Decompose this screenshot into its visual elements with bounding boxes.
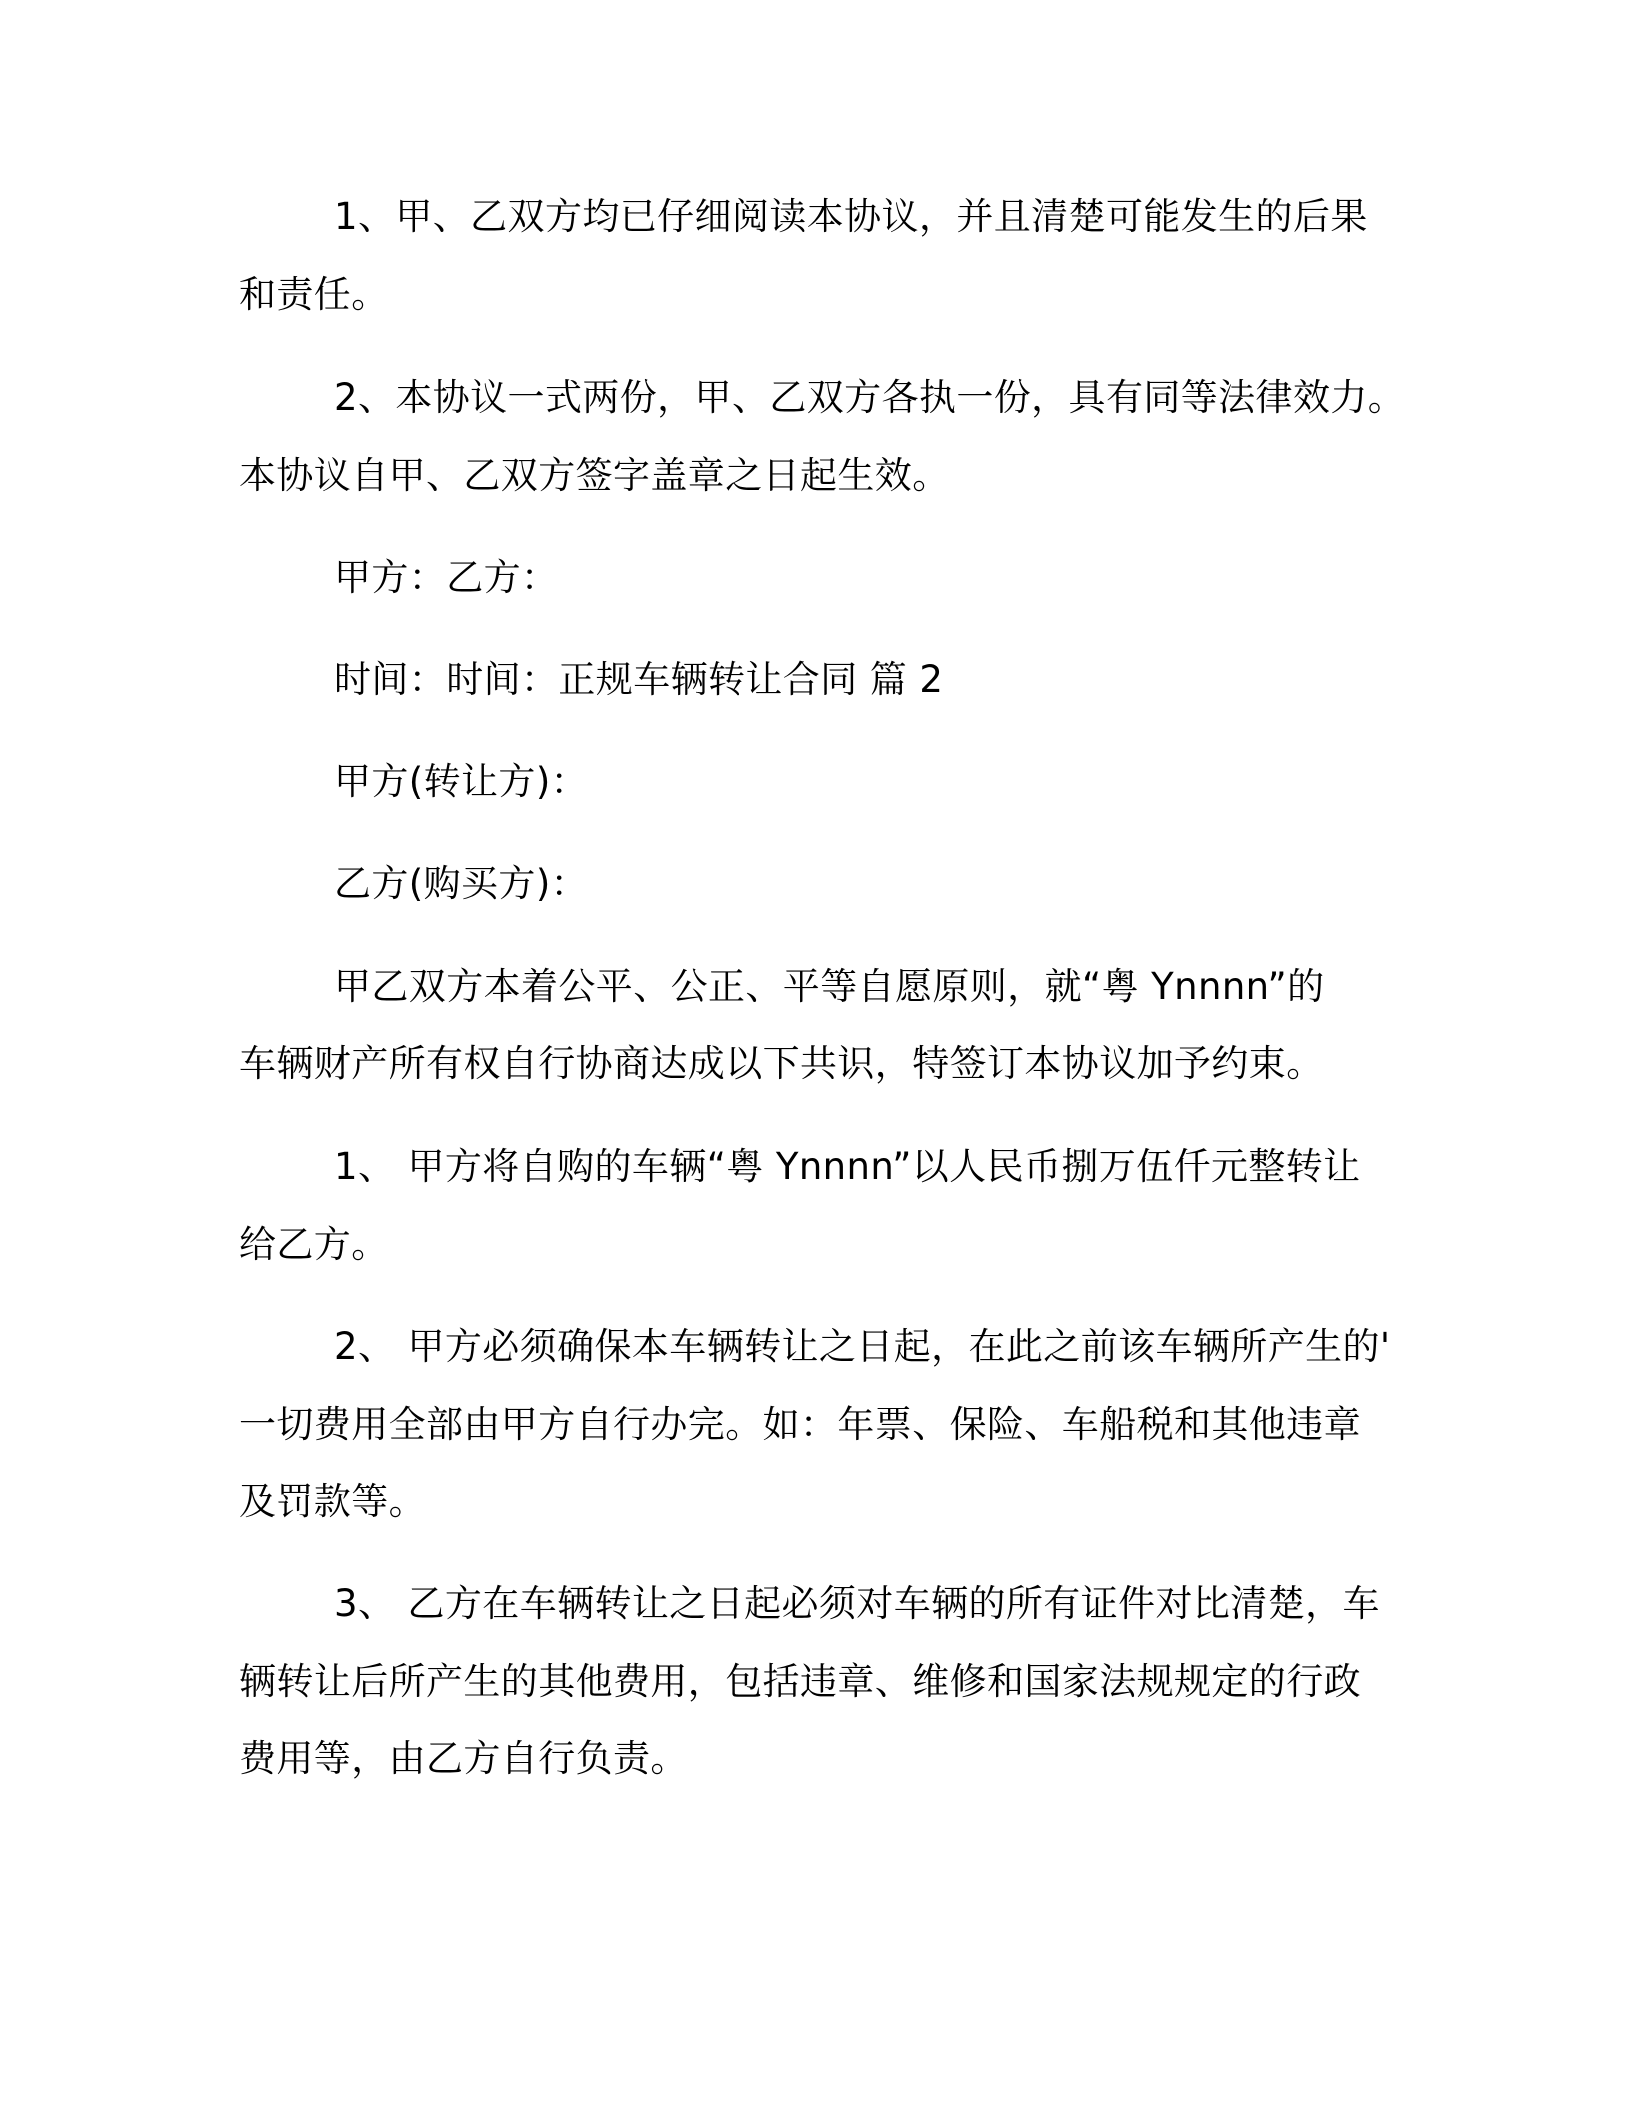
clause-2-line-1: 2、本协议一式两份，甲、乙双方各执一份，具有同等法律效力。 [334, 376, 1406, 419]
article-3-line-2: 辆转让后所产生的其他费用，包括违章、维修和国家法规规定的行政 [239, 1660, 1361, 1703]
preamble-line-2: 车辆财产所有权自行协商达成以下共识，特签订本协议加予约束。 [239, 1042, 1324, 1085]
clause-1-line-1: 1、甲、乙双方均已仔细阅读本协议，并且清楚可能发生的后果 [334, 195, 1368, 238]
article-2-line-2: 一切费用全部由甲方自行办完。如：年票、保险、车船税和其他违章 [239, 1403, 1361, 1446]
article-3-line-1: 3、 乙方在车辆转让之日起必须对车辆的所有证件对比清楚，车 [334, 1582, 1380, 1625]
clause-2-line-2: 本协议自甲、乙双方签字盖章之日起生效。 [239, 454, 950, 497]
article-2-line-3: 及罚款等。 [239, 1480, 426, 1523]
signature-date-line: 时间：时间：正规车辆转让合同 篇 2 [334, 658, 944, 701]
article-1-line-1: 1、 甲方将自购的车辆“粤 Ynnnn”以人民币捌万伍仟元整转让 [334, 1145, 1361, 1188]
signature-party-line: 甲方：乙方： [334, 556, 559, 599]
preamble-line-1: 甲乙双方本着公平、公正、平等自愿原则，就“粤 Ynnnn”的 [334, 965, 1325, 1008]
article-3-line-3: 费用等，由乙方自行负责。 [239, 1737, 688, 1780]
article-2-line-1: 2、 甲方必须确保本车辆转让之日起，在此之前该车辆所产生的' [334, 1325, 1391, 1368]
article-1-line-2: 给乙方。 [239, 1223, 389, 1266]
clause-1-line-2: 和责任。 [239, 273, 389, 316]
party-a-transferor: 甲方(转让方)： [334, 760, 589, 803]
party-b-buyer: 乙方(购买方)： [334, 862, 589, 905]
